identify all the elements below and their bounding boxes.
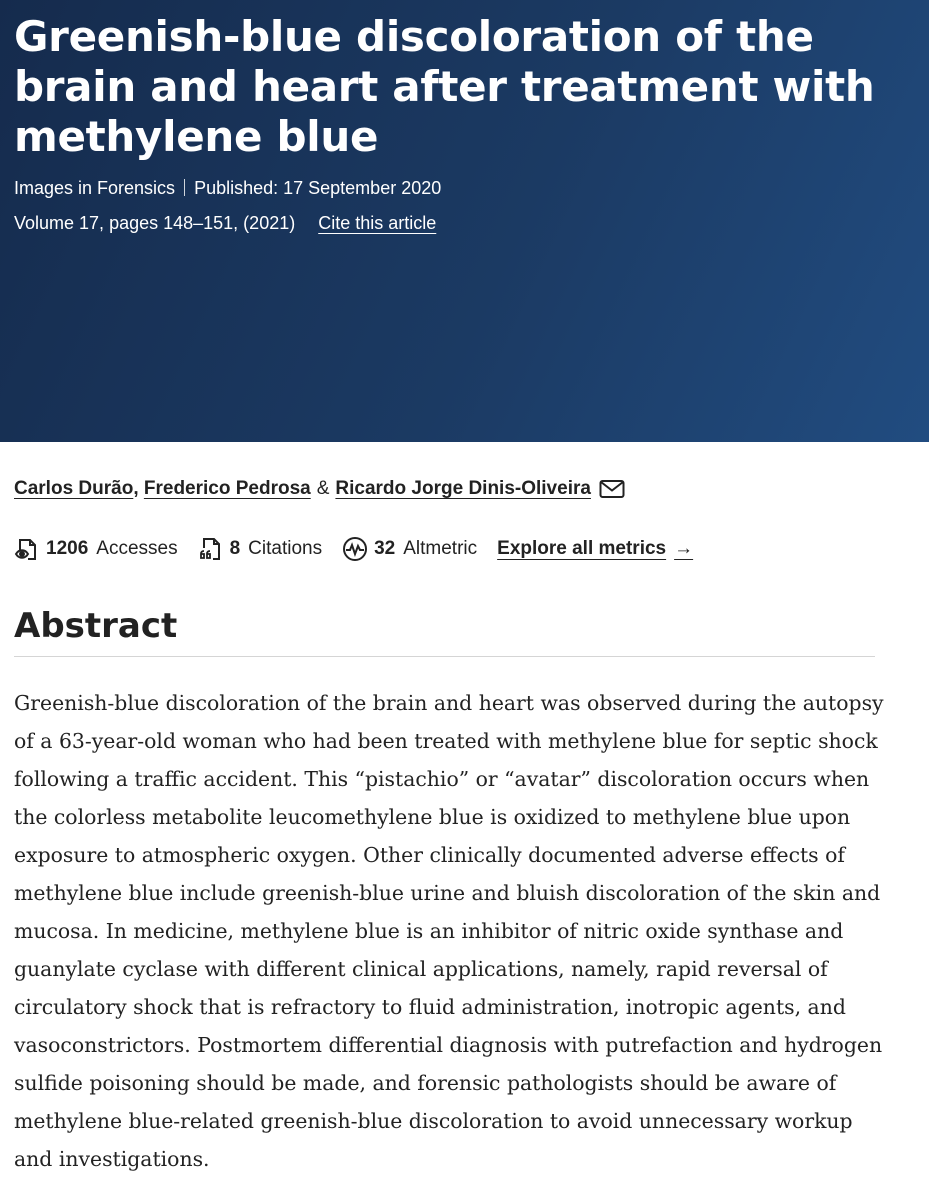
author-link[interactable]: Ricardo Jorge Dinis-Oliveira xyxy=(335,478,591,499)
mail-icon[interactable] xyxy=(599,479,625,499)
volume-info: Volume 17, pages 148–151, (2021) xyxy=(14,213,296,233)
metrics-bar xyxy=(14,536,693,562)
citations-icon xyxy=(198,536,224,562)
explore-metrics-label[interactable]: Explore all metrics xyxy=(497,538,667,559)
author-list xyxy=(14,476,625,502)
abstract-text: Greenish-blue discoloration of the brain and heart was observed during the autopsy of a 63-year-old woman who had been treated with methylene blue for septic shock following a traffic accident. This “pistachio” or “avatar” discoloration occurs when the colorless metabolite leucomethylene blue is oxidized to methylene blue upon exposure to atmospheric oxygen. Other clinically documented adverse effects of methylene blue include greenish-blue urine and bluish discoloration of the skin and mucosa. In medicine, methylene blue is an inhibitor of nitric oxide synthase and guanylate cyclase with different clinical applications, namely, rapid reversal of circulatory shock that is refractory to fluid administration, inotropic agents, and vasoconstrictors. Postmortem differential diagnosis with putrefaction and hydrogen sulfide poisoning should be made, and forensic pathologists should be aware of methylene blue-related greenish-blue discoloration to avoid unnecessary workup and investigations. xyxy=(14,691,884,1171)
accesses-icon xyxy=(14,536,40,562)
citations-label: Citations xyxy=(248,538,323,559)
volume-row xyxy=(14,211,436,235)
meta-divider xyxy=(184,179,185,196)
article-meta xyxy=(14,176,441,200)
abstract-heading: Abstract xyxy=(14,600,875,657)
published-date: Published: 17 September 2020 xyxy=(194,178,442,198)
citations-count: 8 xyxy=(229,538,241,559)
altmetric-metric xyxy=(342,536,477,562)
article-header xyxy=(0,0,929,442)
accesses-metric xyxy=(14,536,178,562)
altmetric-score: 32 xyxy=(374,538,396,559)
author-link[interactable]: Frederico Pedrosa xyxy=(143,478,311,499)
cite-article-link[interactable]: Cite this article xyxy=(318,213,437,233)
arrow-right-icon: → xyxy=(674,538,694,559)
explore-metrics-link[interactable] xyxy=(497,538,693,560)
accesses-count: 1206 xyxy=(46,538,89,559)
author-link[interactable]: Carlos Durão xyxy=(14,478,134,499)
accesses-label: Accesses xyxy=(96,538,178,559)
altmetric-icon xyxy=(342,536,368,562)
author-separator: , xyxy=(133,478,139,499)
article-category[interactable]: Images in Forensics xyxy=(14,178,176,198)
citations-metric xyxy=(198,536,323,562)
author-separator: & xyxy=(316,478,330,499)
altmetric-label: Altmetric xyxy=(403,538,478,559)
article-title: Greenish-blue discoloration of the brain and heart after treatment with methylene blue xyxy=(14,12,875,161)
